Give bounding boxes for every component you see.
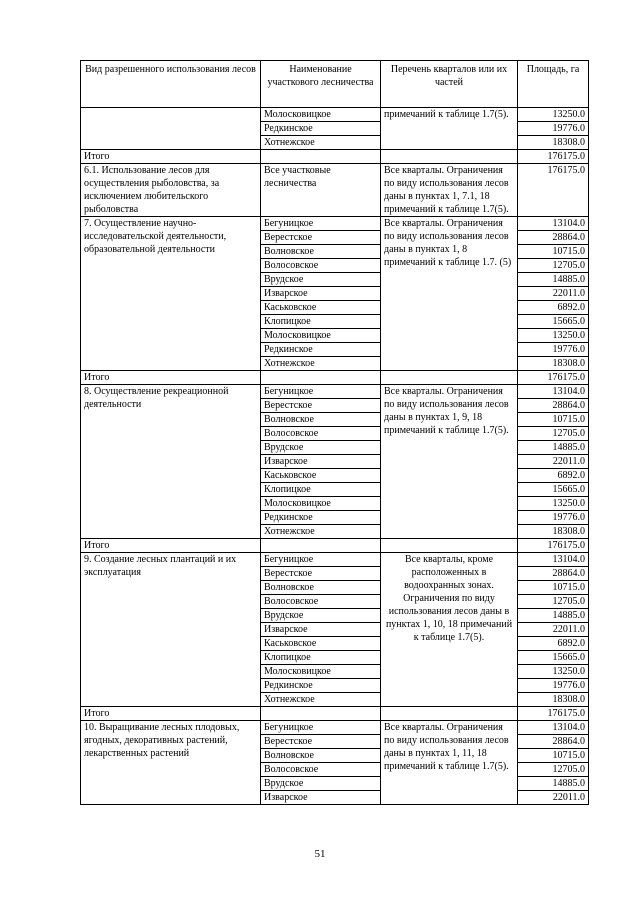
use-type-cell: 8. Осуществление рекреационной деятельности bbox=[81, 385, 261, 539]
forestry-cell: Редкинское bbox=[261, 679, 381, 693]
forestry-cell: Все участковые лесничества bbox=[261, 164, 381, 217]
forestry-cell: Каськовское bbox=[261, 469, 381, 483]
quarters-cell: Все кварталы. Ограничения по виду использования лесов даны в пунктах 1, 8 примечаний к таблице 1.7. (5) bbox=[381, 217, 518, 371]
forestry-cell: Верестское bbox=[261, 735, 381, 749]
area-cell: 10715.0 bbox=[518, 413, 589, 427]
table-row bbox=[81, 553, 589, 567]
area-cell: 13104.0 bbox=[518, 385, 589, 399]
total-empty-cell bbox=[261, 150, 381, 164]
total-empty-cell bbox=[261, 539, 381, 553]
forestry-cell: Верестское bbox=[261, 399, 381, 413]
forestry-cell: Бегуницкое bbox=[261, 553, 381, 567]
forestry-cell: Врудское bbox=[261, 609, 381, 623]
area-cell: 12705.0 bbox=[518, 595, 589, 609]
area-cell: 12705.0 bbox=[518, 763, 589, 777]
table-header-row bbox=[81, 61, 589, 108]
total-empty-cell bbox=[381, 371, 518, 385]
area-cell: 13250.0 bbox=[518, 108, 589, 122]
forestry-cell: Клопицкое bbox=[261, 483, 381, 497]
forestry-cell: Бегуницкое bbox=[261, 385, 381, 399]
header-use-type: Вид разрешенного использования лесов bbox=[81, 61, 261, 108]
total-empty-cell bbox=[261, 707, 381, 721]
forestry-cell: Бегуницкое bbox=[261, 721, 381, 735]
table-row bbox=[81, 217, 589, 231]
total-row bbox=[81, 707, 589, 721]
total-empty-cell bbox=[261, 371, 381, 385]
forestry-cell: Волосовское bbox=[261, 259, 381, 273]
forestry-cell: Клопицкое bbox=[261, 315, 381, 329]
area-cell: 6892.0 bbox=[518, 469, 589, 483]
forestry-cell: Волновское bbox=[261, 245, 381, 259]
forestry-cell: Изварское bbox=[261, 791, 381, 805]
total-row bbox=[81, 371, 589, 385]
forestry-cell: Редкинское bbox=[261, 343, 381, 357]
area-cell: 13104.0 bbox=[518, 217, 589, 231]
forestry-cell: Молосковицкое bbox=[261, 665, 381, 679]
forestry-cell: Врудское bbox=[261, 777, 381, 791]
area-cell: 13250.0 bbox=[518, 329, 589, 343]
area-cell: 176175.0 bbox=[518, 164, 589, 217]
area-cell: 19776.0 bbox=[518, 122, 589, 136]
forestry-cell: Редкинское bbox=[261, 511, 381, 525]
forestry-cell: Каськовское bbox=[261, 637, 381, 651]
page-number: 51 bbox=[314, 848, 326, 860]
area-cell: 14885.0 bbox=[518, 273, 589, 287]
table-row bbox=[81, 164, 589, 217]
area-cell: 15665.0 bbox=[518, 315, 589, 329]
use-type-cell: 9. Создание лесных плантаций и их эксплуатация bbox=[81, 553, 261, 707]
area-cell: 14885.0 bbox=[518, 609, 589, 623]
forestry-cell: Хотнежское bbox=[261, 525, 381, 539]
forestry-cell: Клопицкое bbox=[261, 651, 381, 665]
forestry-cell: Молосковицкое bbox=[261, 329, 381, 343]
forestry-cell: Бегуницкое bbox=[261, 217, 381, 231]
forestry-cell: Верестское bbox=[261, 567, 381, 581]
forestry-cell: Волновское bbox=[261, 581, 381, 595]
area-cell: 12705.0 bbox=[518, 259, 589, 273]
area-cell: 22011.0 bbox=[518, 455, 589, 469]
area-cell: 18308.0 bbox=[518, 693, 589, 707]
forestry-cell: Волосовское bbox=[261, 763, 381, 777]
forestry-cell: Изварское bbox=[261, 287, 381, 301]
area-cell: 14885.0 bbox=[518, 777, 589, 791]
total-row bbox=[81, 150, 589, 164]
use-type-cell bbox=[81, 108, 261, 150]
total-empty-cell bbox=[381, 539, 518, 553]
area-cell: 14885.0 bbox=[518, 441, 589, 455]
area-cell: 15665.0 bbox=[518, 651, 589, 665]
header-quarters: Перечень кварталов или их частей bbox=[381, 61, 518, 108]
quarters-cell: Все кварталы. Ограничения по виду использования лесов даны в пунктах 1, 9, 18 примечаний к таблице 1.7(5). bbox=[381, 385, 518, 539]
use-type-cell: 7. Осуществление научно-исследовательской деятельности, образовательной деятельности bbox=[81, 217, 261, 371]
quarters-cell: Все кварталы. Ограничения по виду использования лесов даны в пунктах 1, 7.1, 18 примечаний к таблице 1.7(5). bbox=[381, 164, 518, 217]
area-cell: 28864.0 bbox=[518, 567, 589, 581]
area-cell: 18308.0 bbox=[518, 357, 589, 371]
forestry-cell: Волосовское bbox=[261, 427, 381, 441]
total-label: Итого bbox=[81, 371, 261, 385]
total-area: 176175.0 bbox=[518, 371, 589, 385]
forestry-cell: Молосковицкое bbox=[261, 108, 381, 122]
total-label: Итого bbox=[81, 707, 261, 721]
area-cell: 28864.0 bbox=[518, 735, 589, 749]
area-cell: 22011.0 bbox=[518, 791, 589, 805]
table-row bbox=[81, 108, 589, 122]
area-cell: 19776.0 bbox=[518, 343, 589, 357]
area-cell: 12705.0 bbox=[518, 427, 589, 441]
header-area: Площадь, га bbox=[518, 61, 589, 108]
area-cell: 10715.0 bbox=[518, 749, 589, 763]
area-cell: 19776.0 bbox=[518, 679, 589, 693]
forestry-cell: Верестское bbox=[261, 231, 381, 245]
area-cell: 13250.0 bbox=[518, 497, 589, 511]
forestry-cell: Хотнежское bbox=[261, 136, 381, 150]
total-label: Итого bbox=[81, 539, 261, 553]
quarters-cell: Все кварталы. Ограничения по виду использования лесов даны в пунктах 1, 11, 18 примечаний к таблице 1.7(5). bbox=[381, 721, 518, 805]
quarters-cell: Все кварталы, кроме расположенных в водоохранных зонах. Ограничения по виду использования лесов даны в пунктах 1, 10, 18 примечаний к таблице 1.7(5). bbox=[381, 553, 518, 707]
total-label: Итого bbox=[81, 150, 261, 164]
area-cell: 28864.0 bbox=[518, 399, 589, 413]
total-empty-cell bbox=[381, 150, 518, 164]
header-forestry: Наименование участкового лесничества bbox=[261, 61, 381, 108]
area-cell: 10715.0 bbox=[518, 245, 589, 259]
total-area: 176175.0 bbox=[518, 150, 589, 164]
total-empty-cell bbox=[381, 707, 518, 721]
area-cell: 22011.0 bbox=[518, 623, 589, 637]
total-row bbox=[81, 539, 589, 553]
forestry-cell: Изварское bbox=[261, 455, 381, 469]
forestry-cell: Врудское bbox=[261, 273, 381, 287]
area-cell: 18308.0 bbox=[518, 136, 589, 150]
area-cell: 15665.0 bbox=[518, 483, 589, 497]
area-cell: 19776.0 bbox=[518, 511, 589, 525]
total-area: 176175.0 bbox=[518, 707, 589, 721]
table-row bbox=[81, 385, 589, 399]
table-body bbox=[81, 108, 589, 805]
quarters-cell: примечаний к таблице 1.7(5). bbox=[381, 108, 518, 150]
forest-use-table bbox=[80, 60, 589, 805]
area-cell: 28864.0 bbox=[518, 231, 589, 245]
forestry-cell: Хотнежское bbox=[261, 357, 381, 371]
forestry-cell: Молосковицкое bbox=[261, 497, 381, 511]
area-cell: 6892.0 bbox=[518, 301, 589, 315]
area-cell: 10715.0 bbox=[518, 581, 589, 595]
forestry-cell: Каськовское bbox=[261, 301, 381, 315]
forestry-cell: Изварское bbox=[261, 623, 381, 637]
area-cell: 18308.0 bbox=[518, 525, 589, 539]
forestry-cell: Волновское bbox=[261, 413, 381, 427]
area-cell: 22011.0 bbox=[518, 287, 589, 301]
area-cell: 13250.0 bbox=[518, 665, 589, 679]
area-cell: 13104.0 bbox=[518, 721, 589, 735]
use-type-cell: 6.1. Использование лесов для осуществления рыболовства, за исключением любительского рыболовства bbox=[81, 164, 261, 217]
forestry-cell: Волновское bbox=[261, 749, 381, 763]
forestry-cell: Хотнежское bbox=[261, 693, 381, 707]
use-type-cell: 10. Выращивание лесных плодовых, ягодных, декоративных растений, лекарственных растений bbox=[81, 721, 261, 805]
forestry-cell: Врудское bbox=[261, 441, 381, 455]
forestry-cell: Волосовское bbox=[261, 595, 381, 609]
table-row bbox=[81, 721, 589, 735]
total-area: 176175.0 bbox=[518, 539, 589, 553]
forestry-cell: Редкинское bbox=[261, 122, 381, 136]
area-cell: 6892.0 bbox=[518, 637, 589, 651]
area-cell: 13104.0 bbox=[518, 553, 589, 567]
